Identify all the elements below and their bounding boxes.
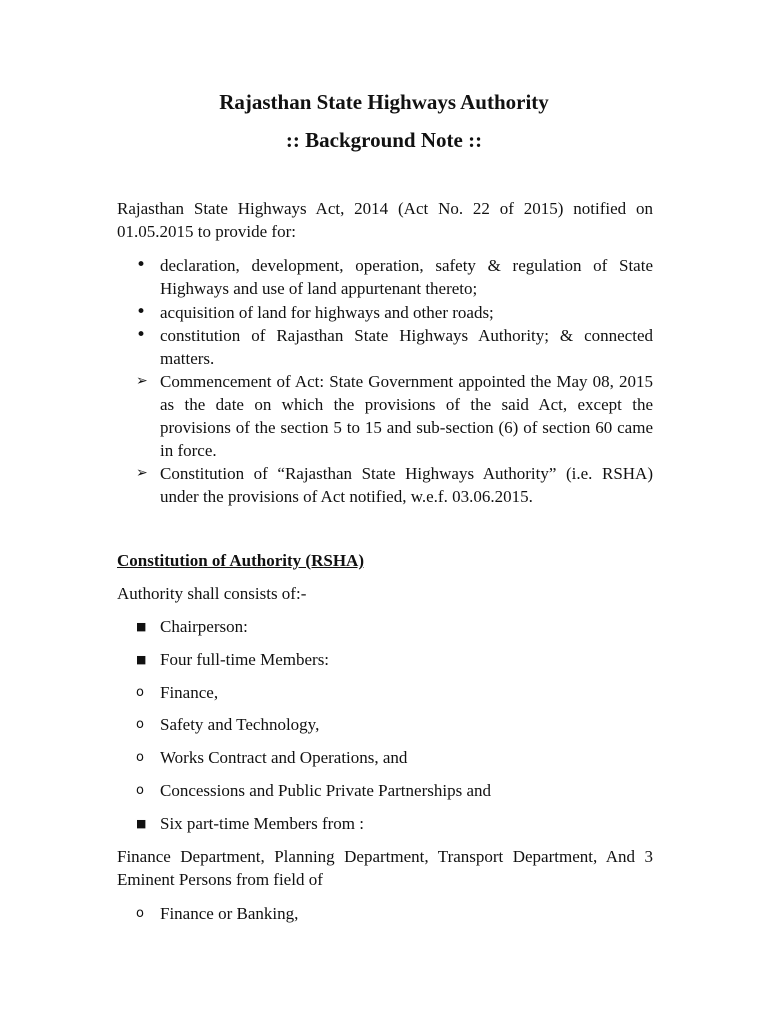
- intro-paragraph: Rajasthan State Highways Act, 2014 (Act No. 22 of 2015) notified on 01.05.2015 to provide for:: [117, 199, 653, 241]
- list-item: Safety and Technology,: [160, 715, 320, 734]
- list-item: Commencement of Act: State Government appointed the May 08, 2015 as the date on which the provisions of the said Act, except the provisions of the section 5 to 15 and sub-section (6) of section 60 came in force.: [160, 372, 653, 460]
- section-heading: Constitution of Authority (RSHA): [117, 551, 364, 570]
- square-bullet-icon: ■: [136, 620, 147, 633]
- list-item: constitution of Rajasthan State Highways Authority; & connected matters.: [160, 326, 653, 368]
- list-item: Finance or Banking,: [160, 904, 299, 923]
- square-bullet-icon: ■: [136, 653, 147, 666]
- departments-paragraph: Finance Department, Planning Department, Transport Department, And 3 Eminent Persons from field of: [117, 847, 653, 889]
- arrow-bullet-icon: ➢: [136, 465, 148, 481]
- document-subtitle: :: Background Note ::: [285, 128, 483, 152]
- circle-bullet-icon: o: [136, 717, 144, 732]
- circle-bullet-icon: o: [136, 906, 144, 921]
- list-item: Concessions and Public Private Partnerships and: [160, 781, 491, 800]
- list-item: declaration, development, operation, safety & regulation of State Highways and use of land appurtenant thereto;: [160, 256, 653, 298]
- bullet-icon: •: [136, 325, 147, 345]
- circle-bullet-icon: o: [136, 750, 144, 765]
- list-item: Finance,: [160, 683, 219, 702]
- list-item: Six part-time Members from :: [160, 814, 364, 833]
- bullet-icon: •: [136, 255, 147, 275]
- list-item: Works Contract and Operations, and: [160, 748, 408, 767]
- list-item: Constitution of “Rajasthan State Highways Authority” (i.e. RSHA) under the provisions of Act notified, w.e.f. 03.06.2015.: [160, 464, 653, 506]
- square-bullet-icon: ■: [136, 817, 147, 830]
- arrow-bullet-icon: ➢: [136, 373, 148, 389]
- list-item: Four full-time Members:: [160, 650, 330, 669]
- bullet-icon: •: [136, 302, 147, 322]
- list-item: Chairperson:: [160, 617, 248, 636]
- document-title: Rajasthan State Highways Authority: [219, 90, 549, 114]
- section-lead: Authority shall consists of:-: [117, 584, 307, 603]
- circle-bullet-icon: o: [136, 685, 144, 700]
- list-item: acquisition of land for highways and other roads;: [160, 303, 494, 322]
- circle-bullet-icon: o: [136, 783, 144, 798]
